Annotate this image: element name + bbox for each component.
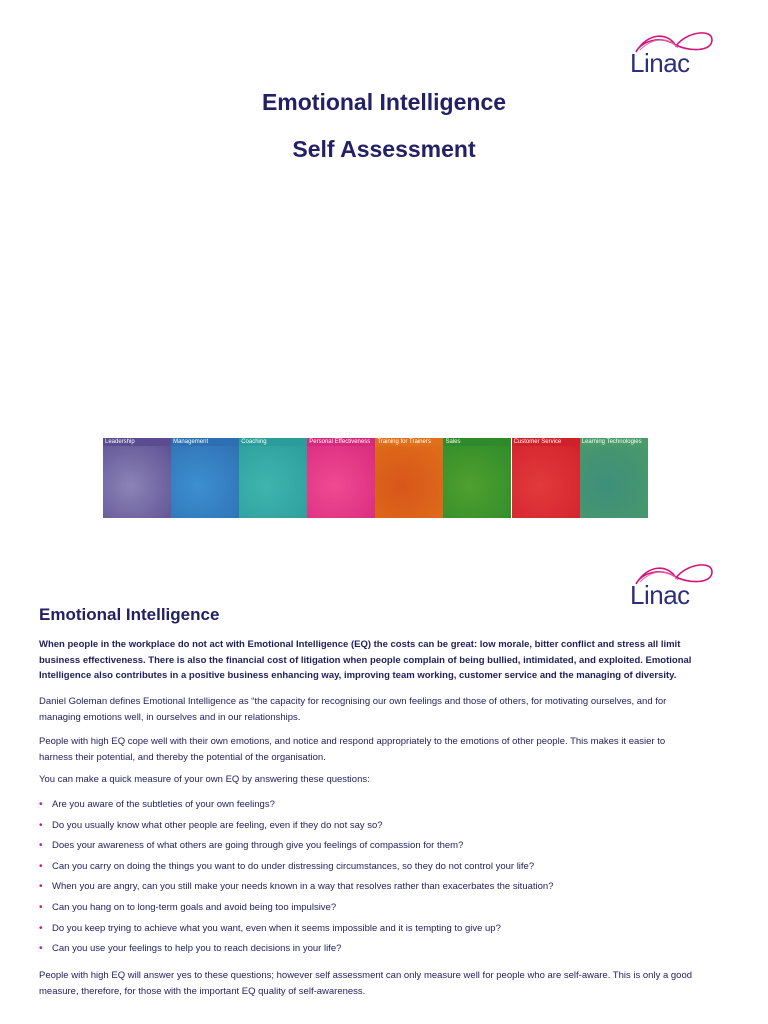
list-item bbox=[39, 941, 699, 962]
question-text: Can you use your feelings to help you to reach decisions in your life? bbox=[52, 943, 342, 955]
bullet-icon: • bbox=[39, 860, 43, 872]
topic-tile bbox=[512, 438, 580, 518]
bullet-icon: • bbox=[39, 922, 43, 934]
list-item bbox=[39, 859, 699, 880]
list-item bbox=[39, 900, 699, 921]
tile-label: Sales bbox=[445, 439, 461, 445]
linac-logo bbox=[628, 562, 718, 610]
question-text: Are you aware of the subtleties of your own feelings? bbox=[52, 799, 275, 810]
list-item bbox=[39, 818, 699, 839]
topic-tile bbox=[580, 438, 648, 518]
list-item bbox=[39, 879, 699, 900]
question-text: When you are angry, can you still make your needs known in a way that resolves rather than exacerbates the situation? bbox=[52, 881, 554, 893]
topic-tile bbox=[239, 438, 307, 518]
topic-tile bbox=[103, 438, 171, 518]
list-item bbox=[39, 921, 699, 942]
bullet-icon: • bbox=[39, 799, 43, 810]
bullet-icon: • bbox=[39, 943, 43, 955]
linac-logo bbox=[628, 30, 718, 78]
topic-strip bbox=[103, 438, 648, 518]
tile-label: Personal Effectiveness bbox=[309, 439, 371, 445]
question-text: Does your awareness of what others are going through give you feelings of compassion for them? bbox=[52, 840, 464, 852]
question-text: Do you usually know what other people are feeling, even if they do not say so? bbox=[52, 819, 383, 831]
question-text: Can you carry on doing the things you want to do under distressing circumstances, so they do not control your life? bbox=[52, 860, 535, 872]
question-text: Do you keep trying to achieve what you want, even when it seems impossible and it is tempting to give up? bbox=[52, 922, 501, 934]
content-page bbox=[0, 548, 768, 1024]
topic-tile bbox=[443, 438, 511, 518]
tile-label: Coaching bbox=[241, 439, 267, 445]
topic-tile bbox=[375, 438, 443, 518]
tile-label: Customer Service bbox=[513, 439, 562, 445]
section-title: Emotional Intelligence bbox=[39, 605, 220, 624]
topic-tile bbox=[307, 438, 375, 518]
tile-label: Leadership bbox=[105, 439, 135, 445]
doc-title: Emotional Intelligence bbox=[261, 89, 507, 115]
closing-paragraph: People with high EQ will answer yes to these questions; however self assessment can only measure well for people who are self-aware. This is only a good measure, therefore, for those with the important EQ quality of self-awareness. bbox=[39, 970, 693, 997]
list-item bbox=[39, 838, 699, 859]
bullet-icon: • bbox=[39, 819, 43, 831]
high-eq-paragraph: People with high EQ cope well with their own emotions, and notice and respond appropriately to the emotions of other people. This makes it easier to harness their potential, and thereby the potential of the organisation. bbox=[39, 736, 666, 763]
bullet-icon: • bbox=[39, 881, 43, 893]
logo-text: Linac bbox=[630, 48, 690, 78]
question-text: Can you hang on to long-term goals and avoid being too impulsive? bbox=[52, 901, 337, 913]
bullet-icon: • bbox=[39, 901, 43, 913]
goleman-paragraph: Daniel Goleman defines Emotional Intelligence as “the capacity for recognising our own feelings and those of others, for motivating ourselves, and for managing emotions well, in ourselves and in our relationships. bbox=[39, 696, 667, 723]
topic-tile bbox=[171, 438, 239, 518]
tile-label: Learning Technologies bbox=[581, 439, 642, 445]
tile-label: Management bbox=[173, 439, 209, 445]
bullet-icon: • bbox=[39, 840, 43, 852]
question-list bbox=[39, 797, 699, 962]
questions-intro: You can make a quick measure of your own EQ by answering these questions: bbox=[39, 774, 370, 785]
doc-subtitle: Self Assessment bbox=[292, 136, 476, 162]
tile-label: Training for Trainers bbox=[377, 439, 431, 445]
list-item bbox=[39, 797, 699, 818]
logo-text: Linac bbox=[630, 580, 690, 610]
intro-paragraph: When people in the workplace do not act with Emotional Intelligence (EQ) the costs can be great: low morale, bitter conflict and stress all limit business effectiveness. There is also the financial cost of litigation when people complain of being bullied, intimidated, and exploited. Emotional Intelligence also contributes in a positive business enhancing way, improving team working, customer service and the managing of diversity. bbox=[39, 639, 692, 681]
